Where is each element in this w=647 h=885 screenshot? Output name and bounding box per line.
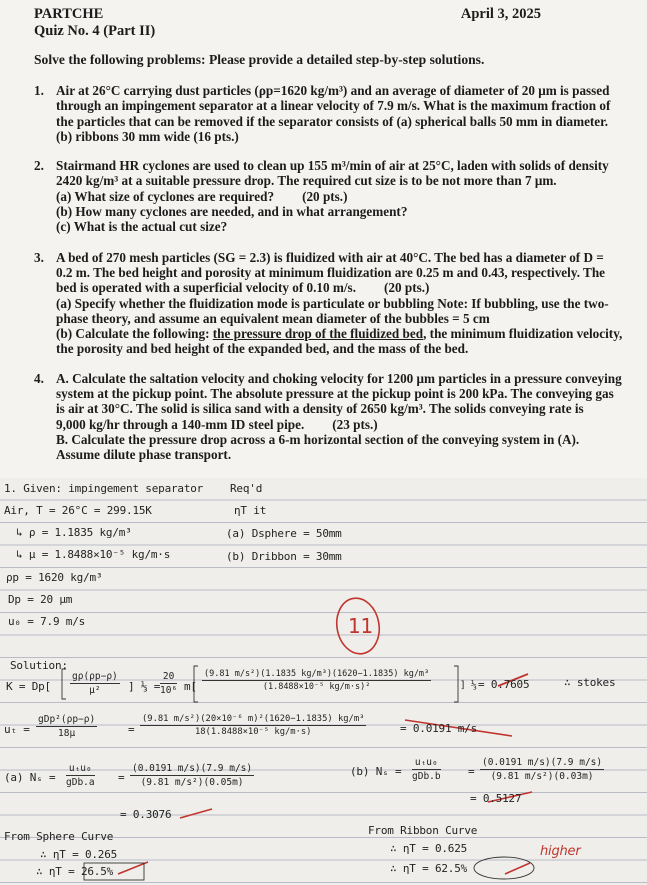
points-4: (23 pts.): [332, 416, 378, 432]
hw-ut-lhs: uₜ =: [4, 723, 30, 736]
hw-b-ns-result: = 0.5127: [470, 792, 522, 805]
hw-ut-result: = 0.0191 m/s: [400, 722, 478, 735]
hw-k-m: m[: [184, 680, 197, 693]
problem-3: 3. A bed of 270 mesh particles (SG = 2.3) is fluidized with air at 40°C. The bed has a diameter of D = 0.2 m. The bed height and porosity at minimum fluidization are 0.25 m and 0.43, respectively. The bed is operated with a superficial velocity of 0.10 m/s. (20 pts.) (a) Specify whether the fluidization mode is particulate or bubbling Note: If bubbling, use the two- phase theory, and assume an equivalent mean diameter of the bubbles = 5 cm (b) Calculate the following: the pressure drop of the fluidized bed, the minimum fluidization velocity, the porosity and bed height of the expanded bed, and the mass of the bed.: [34, 249, 623, 357]
hw-a-ns-eq: =: [118, 771, 125, 784]
hw-k-result: = 0.7605: [478, 678, 530, 691]
quiz-date: April 3, 2025: [460, 6, 541, 22]
hw-reqd: Req'd: [230, 482, 263, 495]
check-mark-eta-b: [505, 863, 530, 874]
hw-k-lhs: K = Dp[: [6, 680, 51, 693]
hw-a-ns-result: = 0.3076: [120, 808, 172, 821]
hw-air: Air, T = 26°C = 299.15K: [4, 504, 152, 517]
hw-solution: Solution:: [10, 659, 68, 672]
hw-u0: u₀ = 7.9 m/s: [8, 615, 86, 628]
check-mark-eta-a: [118, 862, 148, 874]
points-2: (20 pts.): [302, 188, 348, 204]
hw-ut-frac2: $\frac{\text{(9.81 m/s²)(20×10⁻⁶ m)²(1620−1.1835) kg/m³}}{\text{18(1.8488×10⁻⁵ kg/m·s)}}$: [142, 714, 365, 737]
hw-k-big-frac: $\frac{\text{(9.81 m/s²)(1.1835 kg/m³)(1620−1.1835) kg/m³}}{\text{(1.8488×10⁻⁵ kg/m·s)²}}$: [204, 669, 430, 692]
hw-rt-it: ηT it: [234, 504, 267, 517]
hw-a-ns-frac2: $\frac{(0.0191 m/s)(7.9 m/s)}{\text{(9.81 m/s²)(0.05m)}}$: [132, 763, 253, 788]
hw-ut-frac: gDp²(ρp−ρ) 18μ: [38, 714, 96, 739]
k-bracket-right2: [454, 666, 458, 702]
answer-circle-b: [474, 857, 534, 879]
hw-eta-a: ∴ ηT = 0.265: [40, 848, 118, 861]
handwritten-solution: [0, 478, 647, 885]
hw-eta-b: ∴ ηT = 0.625: [390, 842, 468, 855]
hw-mu: ↳ μ = 1.8488×10⁻⁵ kg/m·s: [16, 548, 171, 561]
hw-stokes: ∴ stokes: [564, 676, 616, 689]
hw-k-frac: $\frac{g\rho(\rho p-\rho)}{\text{μ²}}$: [72, 671, 118, 696]
hw-a-ns-lhs: (a) Nₛ =: [4, 771, 56, 784]
hw-from-sphere: From Sphere Curve: [4, 830, 114, 843]
hw-b-ribbon: (b) Dribbon = 30mm: [226, 550, 342, 563]
hw-b-ns-eq: =: [468, 765, 475, 778]
hw-b-ns-lhs: (b) Nₛ =: [350, 765, 402, 778]
hw-rho: ↳ ρ = 1.1835 kg/m³: [16, 526, 132, 539]
hw-k-pow2: ] ⅓: [460, 680, 477, 691]
hw-from-ribbon: From Ribbon Curve: [368, 824, 478, 837]
hw-a-sphere: (a) Dsphere = 50mm: [226, 527, 342, 540]
score-value: 11: [348, 614, 374, 638]
quiz-title: Quiz No. 4 (Part II): [34, 23, 156, 39]
instructions: Solve the following problems: Please provide a detailed step-by-step solutions.: [34, 52, 485, 67]
hw-higher: higher: [540, 844, 581, 859]
hw-rhop: ρp = 1620 kg/m³: [6, 571, 103, 584]
hw-b-ns-frac: uₜu₀ gDb.b: [412, 757, 441, 782]
hw-eta-a-pct: ∴ ηT = 26.5%: [36, 865, 114, 878]
hw-dp: Dp = 20 μm: [8, 593, 73, 606]
problem-4: 4. A. Calculate the saltation velocity and choking velocity for 1200 μm particles in a pressure conveying system at the pickup point. The absolute pressure at the pickup point is 200 kPa. The conveying gas is air at 30°C. The solid is silica sand with a density of 2650 kg/m³. The solids conveying rate is 9,000 kg/hr through a 140-mm ID steel pipe. (23 pts.) B. Calculate the pressure drop across a 6-m horizontal section of the conveying system in (A). Assume dilute phase transport.: [34, 370, 622, 463]
k-bracket-left: [62, 669, 66, 699]
course-code: PARTCHE: [34, 6, 104, 22]
check-mark-ns-a: [180, 809, 212, 818]
problem-1: 1. Air at 26°C carrying dust particles (ρp=1620 kg/m³) and an average of diameter of 20 μm is passed through an impingement separator at a linear velocity of 7.9 m/s. What is the maximum fraction of the particles that can be removed if the separator consists of (a) spherical balls 50 mm in diameter. (b) ribbons 30 mm wide (16 pts.): [34, 83, 611, 144]
hw-given: 1. Given: impingement separator: [4, 482, 204, 495]
hw-b-ns-frac2: $\frac{(0.0191 m/s)(7.9 m/s)}{\text{(9.81 m/s²)(0.03m)}}$: [482, 757, 603, 782]
points-3: (20 pts.): [384, 280, 430, 296]
problem-2: 2. Stairmand HR cyclones are used to clean up 155 m³/min of air at 25°C, laden with solids of density 2420 kg/m³ at a suitable pressure drop. The required cut size is to be not more than 7 μm. (a) What size of cyclones are required? (20 pts.) (b) How many cyclones are needed, and in what arrangement? (c) What is the actual cut size?: [34, 158, 609, 235]
sheet-header: [34, 6, 623, 23]
hw-k-size: $\frac{20}{\text{10⁶}}$: [160, 671, 178, 696]
hw-ut-eq: =: [128, 723, 135, 736]
hw-eta-b-pct: ∴ ηT = 62.5%: [390, 862, 468, 875]
hw-k-pow: ] ⅓ =: [128, 680, 161, 693]
hw-a-ns-frac: uₜu₀ gDb.a: [66, 763, 95, 788]
